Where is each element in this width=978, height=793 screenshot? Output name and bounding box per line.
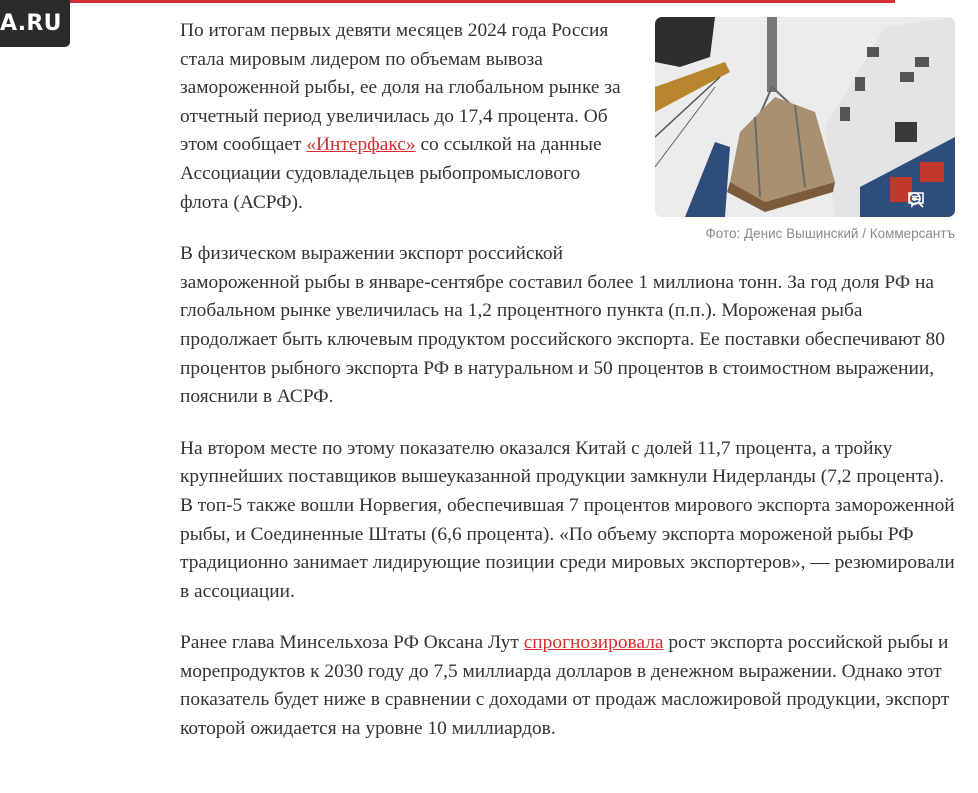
paragraph-text: рост экспорта российской рыбы и морепродуктов к 2030 году до 7,5 миллиарда долларов в денежном выражении. Однако этот показатель будет ниже в сравнении с доходами от продаж масложировой продукции, экспорт которой ожидается на уровне 10 миллиардов. [180, 632, 950, 740]
forecast-link[interactable]: спрогнозировала [523, 632, 664, 654]
paragraph-text: В физическом выражении экспорт российской замороженной рыбы в январе-сентябре составил более 1 миллиона тонн. За год доля РФ на глобальном рынке увеличилась на 1,2 процентного пункта (п.п.). Мороженая рыба продолжает быть ключевым продуктом российского экспорта. Ее поставки обеспечивают 80 процентов рыбного экспорта РФ в натуральном и 50 процентов в стоимостном выражении, пояснили в АСРФ. [180, 243, 945, 408]
header-accent-rule [70, 0, 895, 3]
paragraph-text: По итогам первых девяти месяцев 2024 года Россия стала мировым лидером по объемам вывоза замороженной рыбы, ее доля на глобальном рынке за отчетный период увеличилась до 17,4 процента. Об этом сообщает [180, 20, 621, 156]
article-paragraph-3 [180, 435, 955, 607]
paragraph-text: Ранее глава Минсельхоза РФ Оксана Лут [180, 632, 524, 654]
article-photo[interactable] [655, 17, 955, 217]
logo-text: A.RU [0, 11, 62, 36]
article-body [180, 17, 955, 767]
article-paragraph-4 [180, 629, 955, 743]
article-paragraph-2 [180, 240, 955, 412]
paragraph-text: На втором месте по этому показателю оказался Китай с долей 11,7 процента, а тройку крупнейших поставщиков вышеуказанной продукции замкнули Нидерланды (7,2 процента). В топ-5 также вошли Норвегия, обеспечившая 7 процентов мирового экспорта замороженной рыбы, и Соединенные Штаты (6,6 процента). «По объему экспорта мороженой рыбы РФ традиционно занимает лидирующие позиции среди мировых экспортеров», — резюмировали в ассоциации. [180, 437, 955, 602]
interfax-link[interactable]: «Интерфакс» [306, 134, 416, 156]
article-figure [655, 17, 955, 243]
photo-controls [907, 191, 947, 209]
photo-caption: Фото: Денис Вышинский / Коммерсантъ [705, 226, 955, 241]
site-logo[interactable] [0, 0, 70, 47]
photo-illustration [655, 17, 955, 217]
comment-icon[interactable] [929, 191, 947, 209]
paragraph-text: со ссылкой на данные Ассоциации судовладельцев рыбопромыслового флота (АСРФ). [180, 134, 602, 213]
